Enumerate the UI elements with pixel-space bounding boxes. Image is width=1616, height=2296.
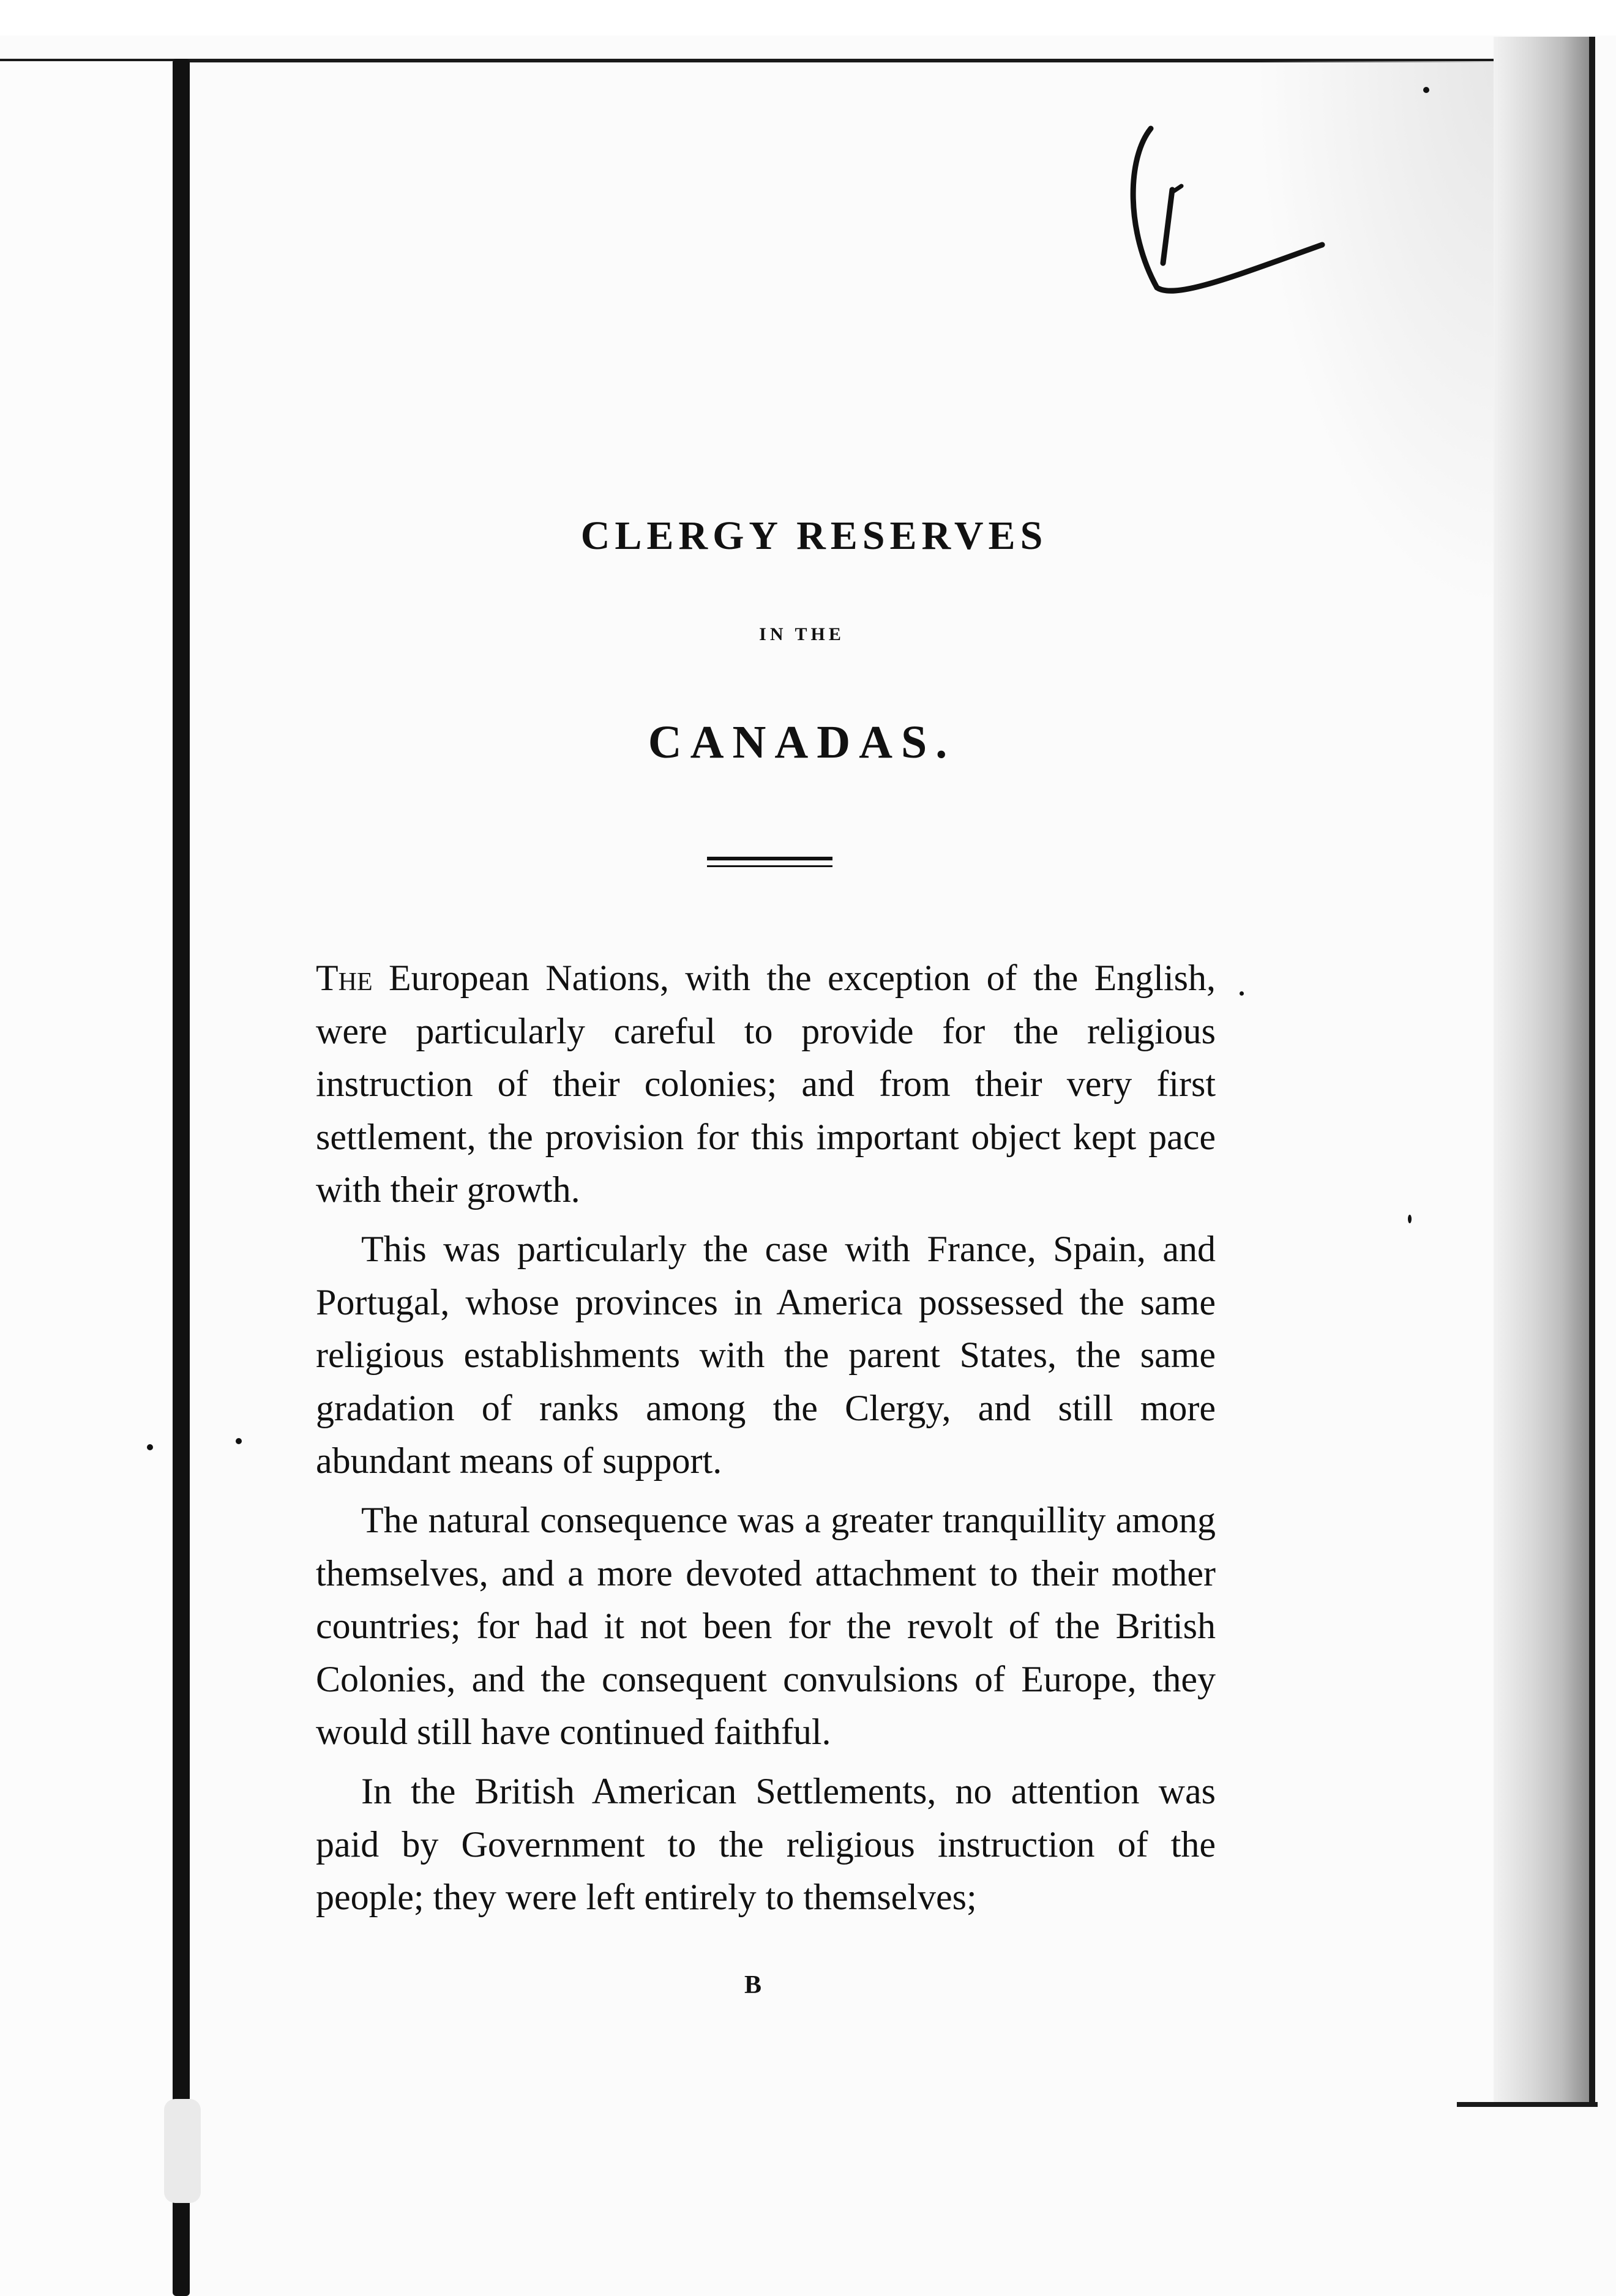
paragraph [316,952,1216,1217]
pencil-annotation [1114,122,1334,306]
annotation-text: (1 [1114,122,1115,123]
page-subtitle: IN THE [759,624,845,644]
paragraph: This was particularly the case with France, Spain, and Portugal, whose provinces in America possessed the same religious establishments with the parent States, the same gradation of ranks among the Clergy, and still more abundant means of support. [316,1228,1216,1482]
title-rule-thin [707,865,832,867]
page-title: CLERGY RESERVES [580,513,1048,558]
paragraph-lead: The [316,958,373,998]
paragraph: In the British American Settlements, no attention was paid by Government to the religious instruction of the people; they were left entirely to themselves; [316,1770,1216,1918]
right-border-line [1589,37,1595,2105]
body-text [316,952,1216,1930]
page-edge-right [1494,37,1592,2105]
top-margin [0,0,1616,35]
paragraph-text: European Nations, with the exception of the English, were particularly careful to provide for the religious instruction of their colonies; and from their very first settlement, the provision for this important object kept pace with their growth. [316,958,1216,1210]
binding-tear [164,2099,201,2203]
page-place-title: CANADAS. [648,717,956,768]
speck [236,1438,242,1444]
title-rule-thick [707,857,832,860]
speck [1240,991,1244,996]
speck [147,1444,153,1450]
binding-gutter [173,59,190,2296]
speck [1408,1215,1412,1223]
left-margin [0,61,178,2296]
speck [1423,87,1429,93]
paragraph: The natural consequence was a greater tranquillity among themselves, and a more devoted attachment to their mother countries; for had it not been for the revolt of the British Colonies, and the consequent convulsions of Europe, they would still have continued faithful. [316,1499,1216,1753]
signature-mark: B [744,1971,761,1999]
bottom-border-line [1457,2102,1598,2107]
